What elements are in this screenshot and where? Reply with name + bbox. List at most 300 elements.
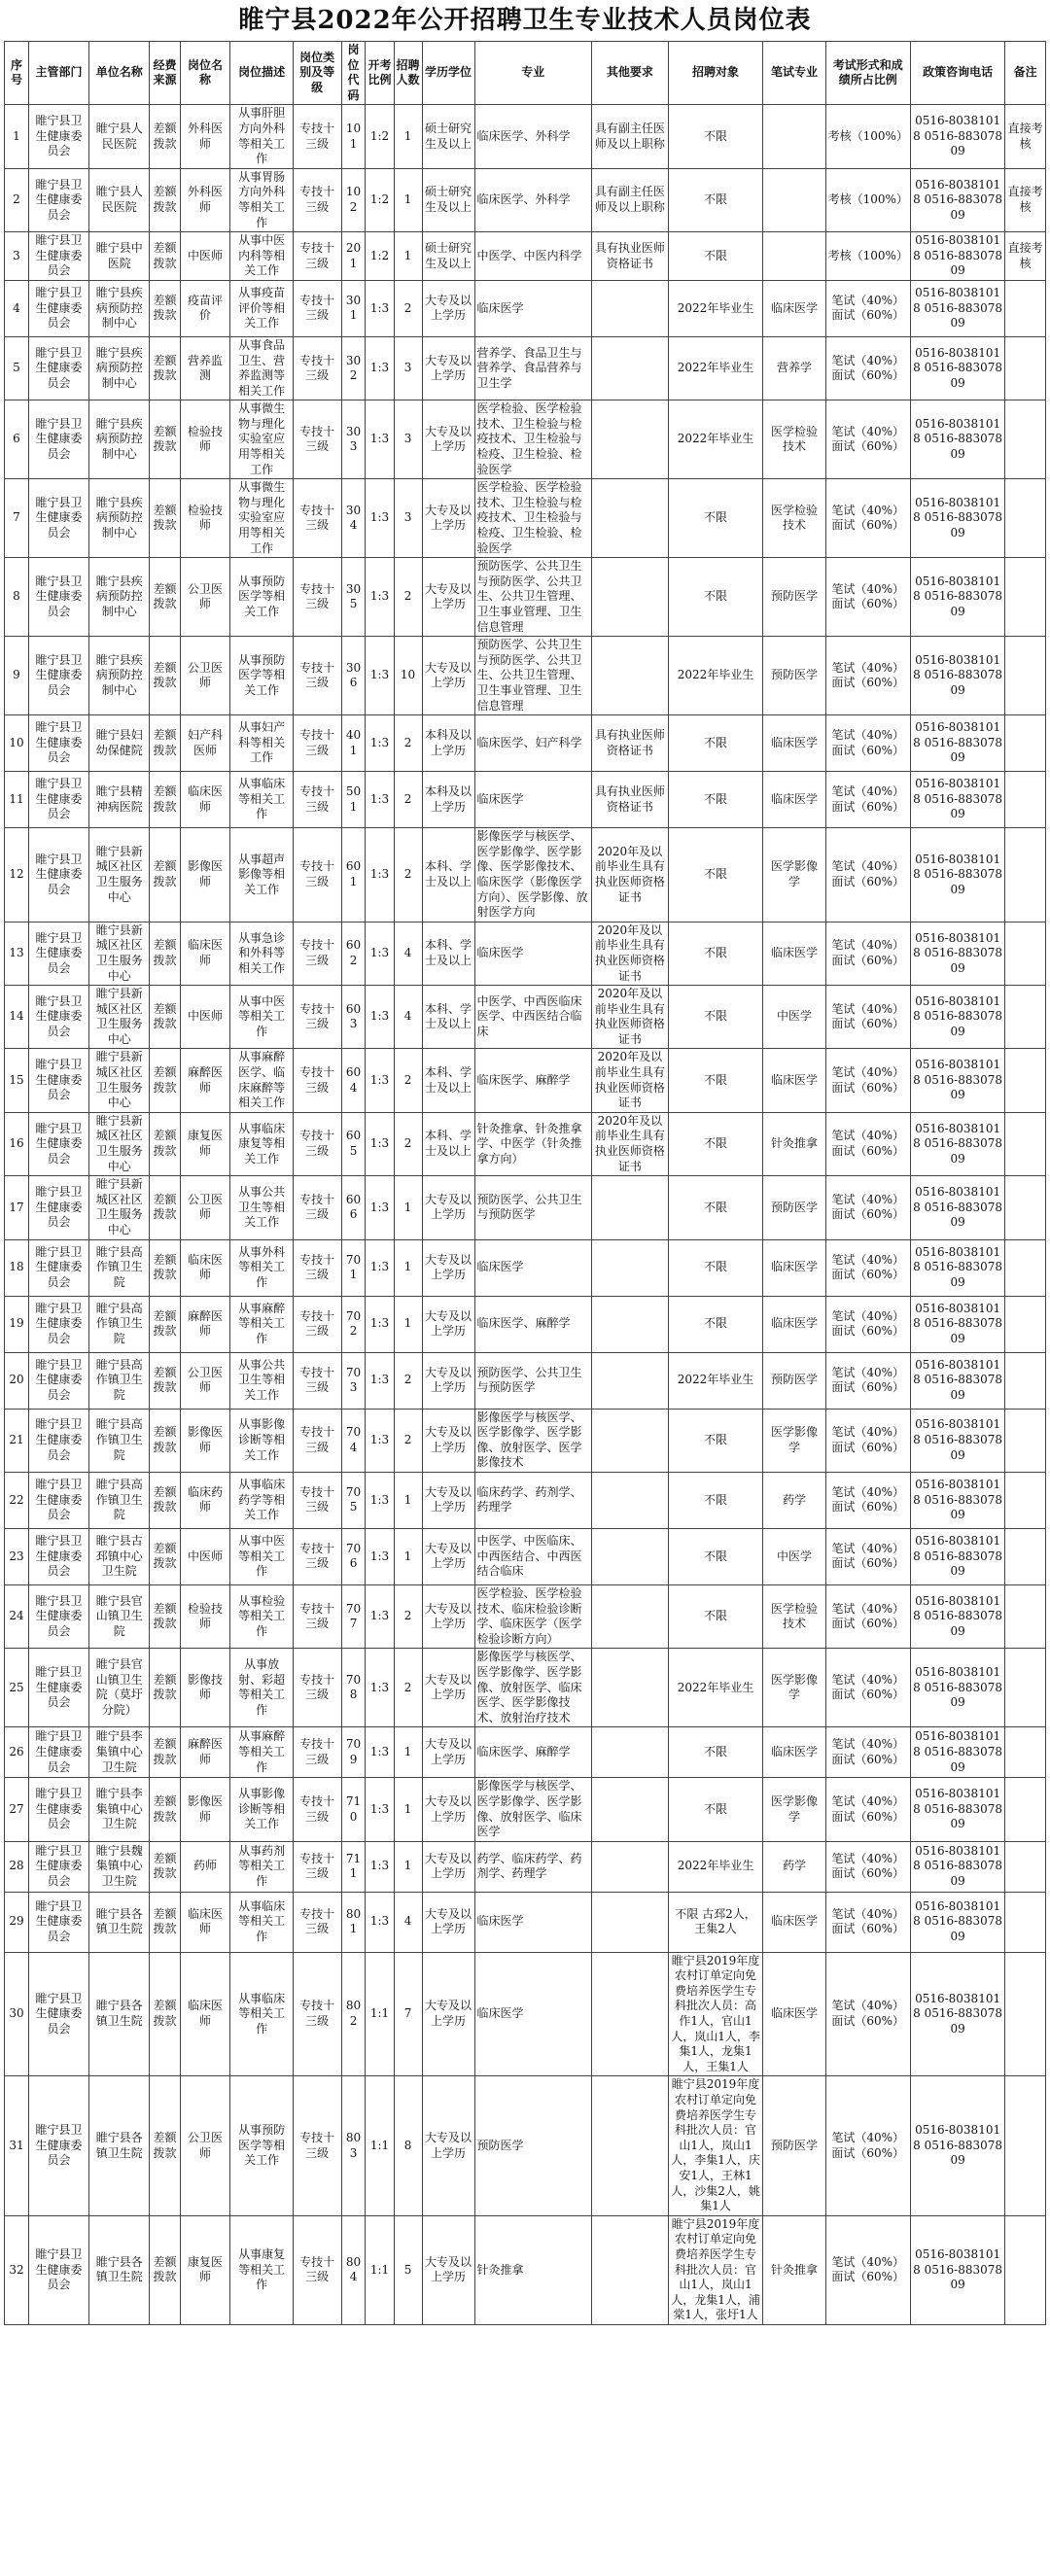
table-cell: 预防医学、公共卫生与预防医学、公共卫生、公共卫生管理、卫生事业管理、卫生信息管理 — [474, 558, 591, 637]
table-cell: 1:1 — [366, 2076, 394, 2215]
table-cell: 预防医学 — [763, 1352, 825, 1409]
table-cell: 从事预防医学等相关工作 — [230, 2076, 293, 2215]
table-cell: 专技十三级 — [293, 1952, 341, 2076]
table-cell: 中医师 — [180, 986, 230, 1049]
table-cell — [1005, 2076, 1046, 2215]
table-row — [5, 1049, 1046, 1112]
table-cell: 603 — [341, 986, 366, 1049]
table-cell: 703 — [341, 1352, 366, 1409]
table-cell — [1005, 1296, 1046, 1352]
table-cell: 0516-80381018 0516-88307809 — [910, 105, 1005, 168]
table-cell — [763, 105, 825, 168]
table-cell — [1005, 715, 1046, 772]
table-cell: 笔试（40%）面试（60%） — [825, 1528, 910, 1584]
table-cell: 本科及以上学历 — [422, 772, 474, 828]
table-cell: 1:3 — [366, 715, 394, 772]
table-cell: 营养监测 — [180, 336, 230, 400]
table-cell: 具有执业医师资格证书 — [591, 715, 668, 772]
table-cell: 妇产科医师 — [180, 715, 230, 772]
table-cell: 预防医学 — [763, 637, 825, 715]
table-cell: 笔试（40%）面试（60%） — [825, 2076, 910, 2215]
table-cell: 709 — [341, 1727, 366, 1778]
table-cell: 从事麻醉等相关工作 — [230, 1727, 293, 1778]
table-cell: 不限 — [668, 1778, 763, 1841]
table-cell: 2 — [394, 772, 422, 828]
table-cell: 4 — [394, 922, 422, 985]
table-cell: 笔试（40%）面试（60%） — [825, 1778, 910, 1841]
table-cell: 专技十三级 — [293, 1778, 341, 1841]
table-cell: 睢宁县新城区社区卫生服务中心 — [89, 828, 150, 922]
table-cell — [591, 400, 668, 479]
table-cell: 0516-80381018 0516-88307809 — [910, 1296, 1005, 1352]
table-cell: 差额拨款 — [150, 558, 180, 637]
column-header: 学历学位 — [422, 42, 474, 105]
table-cell: 笔试（40%）面试（60%） — [825, 558, 910, 637]
table-cell: 睢宁县人民医院 — [89, 168, 150, 231]
table-cell: 睢宁县卫生健康委员会 — [28, 105, 88, 168]
table-body — [5, 105, 1046, 2325]
table-cell: 0516-80381018 0516-88307809 — [910, 1409, 1005, 1472]
table-cell: 睢宁县卫生健康委员会 — [28, 400, 88, 479]
table-row — [5, 1296, 1046, 1352]
table-cell: 16 — [5, 1112, 29, 1175]
table-cell — [1005, 986, 1046, 1049]
table-row — [5, 1409, 1046, 1472]
table-cell: 601 — [341, 828, 366, 922]
table-cell: 睢宁县高作镇卫生院 — [89, 1296, 150, 1352]
table-cell: 0516-80381018 0516-88307809 — [910, 2215, 1005, 2324]
table-cell: 0516-80381018 0516-88307809 — [910, 336, 1005, 400]
table-cell: 差额拨款 — [150, 1239, 180, 1296]
table-cell — [591, 558, 668, 637]
table-cell: 笔试（40%）面试（60%） — [825, 1112, 910, 1175]
table-cell: 31 — [5, 2076, 29, 2215]
table-cell: 705 — [341, 1472, 366, 1528]
table-cell: 不限 — [668, 1112, 763, 1175]
table-cell: 1:3 — [366, 1176, 394, 1239]
table-cell: 1:1 — [366, 1952, 394, 2076]
table-row — [5, 1352, 1046, 1409]
table-cell: 2022年毕业生 — [668, 280, 763, 336]
table-cell: 药师 — [180, 1841, 230, 1892]
table-cell: 从事影像诊断等相关工作 — [230, 1409, 293, 1472]
table-cell: 临床医学 — [763, 1952, 825, 2076]
table-cell: 营养学 — [763, 336, 825, 400]
table-cell: 差额拨款 — [150, 1841, 180, 1892]
table-cell: 13 — [5, 922, 29, 985]
table-cell: 专技十三级 — [293, 715, 341, 772]
table-cell — [591, 1584, 668, 1648]
table-cell: 睢宁县卫生健康委员会 — [28, 1952, 88, 2076]
table-cell: 医学影像学 — [763, 1409, 825, 1472]
table-cell: 0516-80381018 0516-88307809 — [910, 1112, 1005, 1175]
table-cell: 笔试（40%）面试（60%） — [825, 336, 910, 400]
table-cell: 大专及以上学历 — [422, 2076, 474, 2215]
table-cell: 0516-80381018 0516-88307809 — [910, 637, 1005, 715]
table-cell: 考核（100%） — [825, 105, 910, 168]
table-cell: 2020年及以前毕业生具有执业医师资格证书 — [591, 828, 668, 922]
table-cell — [1005, 922, 1046, 985]
table-cell — [1005, 2215, 1046, 2324]
table-row — [5, 558, 1046, 637]
table-cell: 公卫医师 — [180, 1352, 230, 1409]
table-cell: 临床医学 — [763, 1727, 825, 1778]
table-cell: 差额拨款 — [150, 336, 180, 400]
table-cell: 大专及以上学历 — [422, 1649, 474, 1727]
table-cell: 预防医学 — [763, 1176, 825, 1239]
table-cell: 0516-80381018 0516-88307809 — [910, 1778, 1005, 1841]
table-cell: 睢宁县中医院 — [89, 232, 150, 281]
table-cell — [1005, 772, 1046, 828]
table-cell: 差额拨款 — [150, 1649, 180, 1727]
table-cell: 差额拨款 — [150, 1584, 180, 1648]
table-cell: 4 — [5, 280, 29, 336]
table-cell: 睢宁县卫生健康委员会 — [28, 986, 88, 1049]
table-cell — [1005, 1176, 1046, 1239]
table-cell: 11 — [5, 772, 29, 828]
table-cell — [591, 1649, 668, 1727]
table-cell: 针灸推拿 — [763, 1112, 825, 1175]
table-cell: 0516-80381018 0516-88307809 — [910, 1472, 1005, 1528]
table-cell: 17 — [5, 1176, 29, 1239]
table-cell: 605 — [341, 1112, 366, 1175]
table-cell: 606 — [341, 1176, 366, 1239]
table-cell: 专技十三级 — [293, 1528, 341, 1584]
table-cell: 笔试（40%）面试（60%） — [825, 479, 910, 558]
table-cell: 不限 — [668, 1409, 763, 1472]
table-cell: 1:3 — [366, 1584, 394, 1648]
table-cell: 睢宁县古邳镇中心卫生院 — [89, 1528, 150, 1584]
table-cell: 1:3 — [366, 986, 394, 1049]
table-cell — [591, 2215, 668, 2324]
table-cell: 大专及以上学历 — [422, 1176, 474, 1239]
column-header: 笔试专业 — [763, 42, 825, 105]
table-cell — [1005, 479, 1046, 558]
table-cell: 影像医师 — [180, 1778, 230, 1841]
table-cell: 0516-80381018 0516-88307809 — [910, 280, 1005, 336]
table-cell: 604 — [341, 1049, 366, 1112]
table-cell: 差额拨款 — [150, 1409, 180, 1472]
table-cell: 临床医学 — [474, 772, 591, 828]
table-cell: 本科、学士及以上 — [422, 1049, 474, 1112]
table-cell: 临床医学、麻醉学 — [474, 1296, 591, 1352]
table-cell: 1:3 — [366, 1112, 394, 1175]
table-cell: 药学 — [763, 1841, 825, 1892]
table-cell: 不限 — [668, 1239, 763, 1296]
table-cell: 睢宁县卫生健康委员会 — [28, 1727, 88, 1778]
table-cell: 预防医学、公共卫生与预防医学 — [474, 1176, 591, 1239]
table-cell — [1005, 637, 1046, 715]
table-cell: 从事外科等相关工作 — [230, 1239, 293, 1296]
table-cell: 专技十三级 — [293, 1409, 341, 1472]
table-cell — [591, 479, 668, 558]
table-cell: 从事麻醉等相关工作 — [230, 1296, 293, 1352]
table-cell: 10 — [394, 637, 422, 715]
table-cell: 睢宁县卫生健康委员会 — [28, 1409, 88, 1472]
table-cell: 考核（100%） — [825, 232, 910, 281]
table-cell — [591, 336, 668, 400]
table-cell: 不限 — [668, 828, 763, 922]
table-cell: 专技十三级 — [293, 558, 341, 637]
table-cell: 差额拨款 — [150, 105, 180, 168]
table-cell: 0516-80381018 0516-88307809 — [910, 558, 1005, 637]
table-cell — [763, 232, 825, 281]
table-cell: 5 — [5, 336, 29, 400]
table-cell: 笔试（40%）面试（60%） — [825, 1296, 910, 1352]
table-cell — [1005, 1112, 1046, 1175]
table-cell: 临床医师 — [180, 1892, 230, 1952]
table-cell: 不限 — [668, 168, 763, 231]
table-row — [5, 922, 1046, 985]
table-cell: 中医学、中西医临床医学、中西医结合临床 — [474, 986, 591, 1049]
table-cell: 疫苗评价 — [180, 280, 230, 336]
table-cell: 3 — [394, 400, 422, 479]
table-cell: 专技十三级 — [293, 1472, 341, 1528]
table-cell: 睢宁县卫生健康委员会 — [28, 1778, 88, 1841]
table-cell: 预防医学、公共卫生与预防医学 — [474, 1352, 591, 1409]
table-cell: 专技十三级 — [293, 336, 341, 400]
table-cell: 301 — [341, 280, 366, 336]
table-cell: 从事临床康复等相关工作 — [230, 1112, 293, 1175]
table-row — [5, 1952, 1046, 2076]
table-cell: 0516-80381018 0516-88307809 — [910, 1528, 1005, 1584]
table-cell — [591, 1528, 668, 1584]
table-cell: 101 — [341, 105, 366, 168]
table-cell: 专技十三级 — [293, 400, 341, 479]
table-cell: 0516-80381018 0516-88307809 — [910, 1952, 1005, 2076]
table-cell — [1005, 1778, 1046, 1841]
table-cell: 5 — [394, 2215, 422, 2324]
table-cell: 不限 — [668, 1584, 763, 1648]
table-cell: 睢宁县各镇卫生院 — [89, 1892, 150, 1952]
table-cell — [591, 1409, 668, 1472]
table-cell: 临床医学 — [474, 1952, 591, 2076]
table-cell — [1005, 336, 1046, 400]
table-cell: 0516-80381018 0516-88307809 — [910, 1049, 1005, 1112]
table-cell: 睢宁县李集镇中心卫生院 — [89, 1778, 150, 1841]
table-cell: 1:2 — [366, 168, 394, 231]
table-cell: 药学、临床药学、药剂学、药理学 — [474, 1841, 591, 1892]
table-cell: 笔试（40%）面试（60%） — [825, 1892, 910, 1952]
table-cell: 602 — [341, 922, 366, 985]
table-cell: 睢宁县卫生健康委员会 — [28, 772, 88, 828]
table-cell — [1005, 558, 1046, 637]
table-cell: 差额拨款 — [150, 1528, 180, 1584]
table-cell: 701 — [341, 1239, 366, 1296]
column-header: 考试形式和成绩所占比例 — [825, 42, 910, 105]
table-cell: 临床医学 — [763, 715, 825, 772]
table-cell: 29 — [5, 1892, 29, 1952]
table-cell: 睢宁县疾病预防控制中心 — [89, 280, 150, 336]
table-cell: 睢宁县卫生健康委员会 — [28, 280, 88, 336]
table-cell: 706 — [341, 1528, 366, 1584]
table-cell: 大专及以上学历 — [422, 637, 474, 715]
table-cell: 差额拨款 — [150, 922, 180, 985]
table-row — [5, 168, 1046, 231]
table-cell: 从事食品卫生、营养监测等相关工作 — [230, 336, 293, 400]
column-header: 招聘人数 — [394, 42, 422, 105]
table-cell: 9 — [5, 637, 29, 715]
table-cell: 差额拨款 — [150, 715, 180, 772]
table-cell: 201 — [341, 232, 366, 281]
table-cell — [591, 1778, 668, 1841]
table-row — [5, 715, 1046, 772]
table-row — [5, 105, 1046, 168]
table-cell: 睢宁县卫生健康委员会 — [28, 1892, 88, 1952]
table-cell: 睢宁县卫生健康委员会 — [28, 715, 88, 772]
table-cell: 1 — [394, 232, 422, 281]
table-cell: 不限 — [668, 479, 763, 558]
table-cell: 临床医学、麻醉学 — [474, 1049, 591, 1112]
table-cell: 1 — [394, 1841, 422, 1892]
table-cell: 0516-80381018 0516-88307809 — [910, 828, 1005, 922]
table-cell: 影像医学与核医学、医学影像学、医学影像、放射医学、临床医学 — [474, 1778, 591, 1841]
table-cell: 0516-80381018 0516-88307809 — [910, 1352, 1005, 1409]
table-cell: 笔试（40%）面试（60%） — [825, 1176, 910, 1239]
table-cell: 从事中医等相关工作 — [230, 1528, 293, 1584]
page-title: 睢宁县2022年公开招聘卫生专业技术人员岗位表 — [238, 6, 812, 35]
table-cell: 大专及以上学历 — [422, 336, 474, 400]
table-cell: 医学影像学 — [763, 828, 825, 922]
table-row — [5, 2076, 1046, 2215]
table-cell: 2 — [394, 1409, 422, 1472]
table-cell: 睢宁县人民医院 — [89, 105, 150, 168]
table-row — [5, 828, 1046, 922]
table-cell — [591, 1352, 668, 1409]
table-cell: 大专及以上学历 — [422, 558, 474, 637]
table-cell: 2022年毕业生 — [668, 1841, 763, 1892]
table-row — [5, 1649, 1046, 1727]
table-cell: 1:3 — [366, 558, 394, 637]
table-cell: 影像技师 — [180, 1649, 230, 1727]
table-cell — [591, 1841, 668, 1892]
table-cell: 2022年毕业生 — [668, 1352, 763, 1409]
table-cell: 3 — [5, 232, 29, 281]
table-cell: 从事超声影像等相关工作 — [230, 828, 293, 922]
table-cell: 24 — [5, 1584, 29, 1648]
table-cell: 从事康复等相关工作 — [230, 2215, 293, 2324]
table-cell: 直接考核 — [1005, 105, 1046, 168]
table-cell: 营养学、食品卫生与营养学、食品营养与卫生学 — [474, 336, 591, 400]
table-cell — [1005, 280, 1046, 336]
table-cell: 睢宁县卫生健康委员会 — [28, 336, 88, 400]
table-cell: 睢宁县卫生健康委员会 — [28, 2215, 88, 2324]
table-cell: 1 — [394, 1778, 422, 1841]
table-cell: 1:3 — [366, 479, 394, 558]
table-cell: 本科、学士及以上 — [422, 1112, 474, 1175]
table-cell: 大专及以上学历 — [422, 1727, 474, 1778]
table-cell: 临床医学、外科学 — [474, 105, 591, 168]
table-cell: 22 — [5, 1472, 29, 1528]
table-cell: 803 — [341, 2076, 366, 2215]
table-cell: 3 — [394, 479, 422, 558]
table-cell: 睢宁县卫生健康委员会 — [28, 479, 88, 558]
table-cell — [591, 1176, 668, 1239]
table-row — [5, 336, 1046, 400]
table-cell: 1 — [394, 1296, 422, 1352]
table-row — [5, 280, 1046, 336]
table-cell: 笔试（40%）面试（60%） — [825, 1727, 910, 1778]
table-cell: 1:3 — [366, 1296, 394, 1352]
table-row — [5, 400, 1046, 479]
table-cell: 1:1 — [366, 2215, 394, 2324]
table-cell: 专技十三级 — [293, 1727, 341, 1778]
table-cell — [1005, 1841, 1046, 1892]
table-cell: 差额拨款 — [150, 232, 180, 281]
table-cell: 预防医学、公共卫生与预防医学、公共卫生、公共卫生管理、卫生事业管理、卫生信息管理 — [474, 637, 591, 715]
table-cell: 专技十三级 — [293, 2076, 341, 2215]
table-cell: 28 — [5, 1841, 29, 1892]
table-cell: 1 — [394, 1239, 422, 1296]
table-row — [5, 1727, 1046, 1778]
table-cell: 医学影像学 — [763, 1778, 825, 1841]
table-cell: 笔试（40%）面试（60%） — [825, 1472, 910, 1528]
table-cell: 专技十三级 — [293, 1176, 341, 1239]
table-cell: 睢宁县卫生健康委员会 — [28, 828, 88, 922]
table-cell: 差额拨款 — [150, 2215, 180, 2324]
table-cell: 临床医学 — [474, 1239, 591, 1296]
table-cell: 1:3 — [366, 1472, 394, 1528]
table-cell: 预防医学 — [474, 2076, 591, 2215]
table-cell: 大专及以上学历 — [422, 1528, 474, 1584]
table-cell: 影像医学与核医学、医学影像学、医学影像、医学影像技术、临床医学（影像医学方向）、医学影像、放射医学方向 — [474, 828, 591, 922]
table-cell: 预防医学 — [763, 558, 825, 637]
table-cell: 差额拨款 — [150, 1352, 180, 1409]
table-cell — [591, 1239, 668, 1296]
table-cell: 从事预防医学等相关工作 — [230, 637, 293, 715]
column-header: 单位名称 — [89, 42, 150, 105]
table-cell: 从事微生物与理化实验室应用等相关工作 — [230, 479, 293, 558]
table-cell: 4 — [394, 986, 422, 1049]
table-cell: 睢宁县卫生健康委员会 — [28, 1049, 88, 1112]
table-cell: 睢宁县卫生健康委员会 — [28, 1528, 88, 1584]
table-cell: 具有执业医师资格证书 — [591, 772, 668, 828]
column-header: 政策咨询电话 — [910, 42, 1005, 105]
table-cell: 差额拨款 — [150, 637, 180, 715]
table-cell: 大专及以上学历 — [422, 1352, 474, 1409]
table-cell: 具有副主任医师及以上职称 — [591, 168, 668, 231]
table-cell: 从事公共卫生等相关工作 — [230, 1176, 293, 1239]
table-cell: 8 — [394, 2076, 422, 2215]
table-cell: 专技十三级 — [293, 1649, 341, 1727]
table-cell: 0516-80381018 0516-88307809 — [910, 2076, 1005, 2215]
table-cell: 睢宁县卫生健康委员会 — [28, 1352, 88, 1409]
table-cell: 睢宁县2019年度农村订单定向免费培养医学生专科批次人员：高作1人，官山1人，岚山1人，李集1人，龙集1人，王集1人 — [668, 1952, 763, 2076]
table-cell: 差额拨款 — [150, 772, 180, 828]
table-cell: 笔试（40%）面试（60%） — [825, 772, 910, 828]
table-cell: 差额拨款 — [150, 400, 180, 479]
table-cell: 麻醉医师 — [180, 1296, 230, 1352]
table-cell — [1005, 1352, 1046, 1409]
table-cell: 2020年及以前毕业生具有执业医师资格证书 — [591, 1112, 668, 1175]
table-cell: 0516-80381018 0516-88307809 — [910, 1584, 1005, 1648]
table-cell: 23 — [5, 1528, 29, 1584]
table-row — [5, 2215, 1046, 2324]
table-cell: 差额拨款 — [150, 828, 180, 922]
table-cell: 501 — [341, 772, 366, 828]
table-row — [5, 1778, 1046, 1841]
table-cell: 306 — [341, 637, 366, 715]
table-cell: 硕士研究生及以上 — [422, 105, 474, 168]
table-cell: 临床医师 — [180, 772, 230, 828]
table-cell: 中医师 — [180, 232, 230, 281]
table-cell: 大专及以上学历 — [422, 1952, 474, 2076]
table-cell — [1005, 1727, 1046, 1778]
table-cell: 睢宁县高作镇卫生院 — [89, 1409, 150, 1472]
table-cell: 从事临床等相关工作 — [230, 1952, 293, 2076]
table-cell: 中医学 — [763, 1528, 825, 1584]
table-cell: 医学检验、医学检验技术、临床检验诊断学、临床医学（医学检验诊断方向） — [474, 1584, 591, 1648]
